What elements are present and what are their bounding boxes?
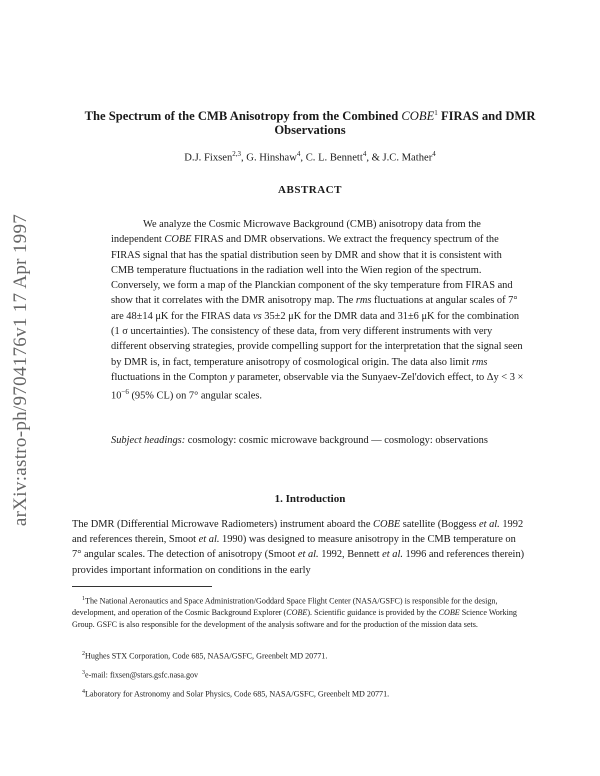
affiliation-mark: 4 bbox=[432, 150, 436, 158]
subject-label: Subject headings: bbox=[111, 435, 186, 446]
author-name: G. Hinshaw bbox=[246, 152, 297, 164]
introduction-text: The DMR (Differential Microwave Radiometers) instrument aboard the COBE satellite (Boggess et al. 1992 and references therein, Smoot et al. 1990) was designed to measure anisotropy in the CMB temperature on 7° angular scales. The detection of anisotropy (Smoot et al. 1992, Bennett et al. 1996 and references therein) provides important information on conditions in the early bbox=[72, 519, 525, 576]
author-name: C. L. Bennett bbox=[305, 152, 363, 164]
paper-title: The Spectrum of the CMB Anisotropy from the Combined COBE$^1$ FIRAS and DMR Observations bbox=[84, 109, 536, 138]
affiliation-mark: 4 bbox=[362, 150, 367, 158]
affiliation-mark: 4 bbox=[296, 150, 301, 158]
abstract-text: We analyze the Cosmic Microwave Background (CMB) anisotropy data from the independent COBE FIRAS and DMR observations. We extract the frequency spectrum of the FIRAS signal that has the spatial distribution seen by DMR and show that it is consistent with CMB temperature fluctuations in the radiation well into the Wien region of the spectrum. Conversely, we form a map of the Planckian component of the sky temperature from FIRAS and show that it correlates with the DMR anisotropy map. The rms fluctuations at angular scales of 7° are 48±14 μK for the FIRAS data vs 35±2 μK for the DMR data and 31±6 μK for the combination (1 σ uncertainties). The consistency of these data, from very different instruments with very different observing strategies, provide compelling support for the interpretation that the signal seen by DMR is, in fact, temperature anisotropy of cosmological origin. The data also limit rms fluctuations in the Compton y parameter, observable via the Sunyaev-Zel'dovich effect, to $\Delta y < 3 \times 10^{-6}$ (95% CL) on 7° angular scales. bbox=[111, 219, 524, 402]
arxiv-stamp bbox=[6, 200, 36, 540]
footnote-rule bbox=[72, 586, 212, 587]
affiliation-mark: 2,3 bbox=[232, 150, 241, 158]
cobe-name: COBE bbox=[401, 109, 435, 124]
author-name: D.J. Fixsen bbox=[184, 152, 233, 164]
subject-headings: Subject headings: cosmology: cosmic microwave background — cosmology: observations bbox=[111, 435, 488, 446]
section-heading-introduction: 1. Introduction bbox=[274, 493, 346, 505]
footnote-mark: 1 bbox=[434, 109, 438, 117]
abstract-heading: ABSTRACT bbox=[278, 184, 342, 196]
author-name: J.C. Mather bbox=[382, 152, 433, 164]
author-list: D.J. Fixsen$^{2,3}$, G. Hinshaw$^4$, C. L. Bennett$^4$, & J.C. Mather$^4$ bbox=[184, 150, 436, 164]
footnote-2: $^2$Hughes STX Corporation, Code 685, NASA/GSFC, Greenbelt MD 20771. bbox=[82, 651, 328, 661]
footnote-1: $^1$The National Aeronautics and Space Administration/Goddard Space Flight Center (NASA/GSFC) is responsible for the design, development, and operation of the Cosmic Background Explorer (COBE). Scientific guidance is provided by the COBE Science Working Group. GSFC is also responsible for the development of the analysis software and for the production of the mission data sets. bbox=[72, 596, 517, 629]
footnote-4: $^4$Laboratory for Astronomy and Solar Physics, Code 685, NASA/GSFC, Greenbelt MD 20771. bbox=[82, 689, 390, 699]
arxiv-id: arXiv:astro-ph/9704176v1 17 Apr 1997 bbox=[10, 213, 31, 527]
footnote-3: $^3$e-mail: fixsen@stars.gsfc.nasa.gov bbox=[82, 670, 199, 680]
